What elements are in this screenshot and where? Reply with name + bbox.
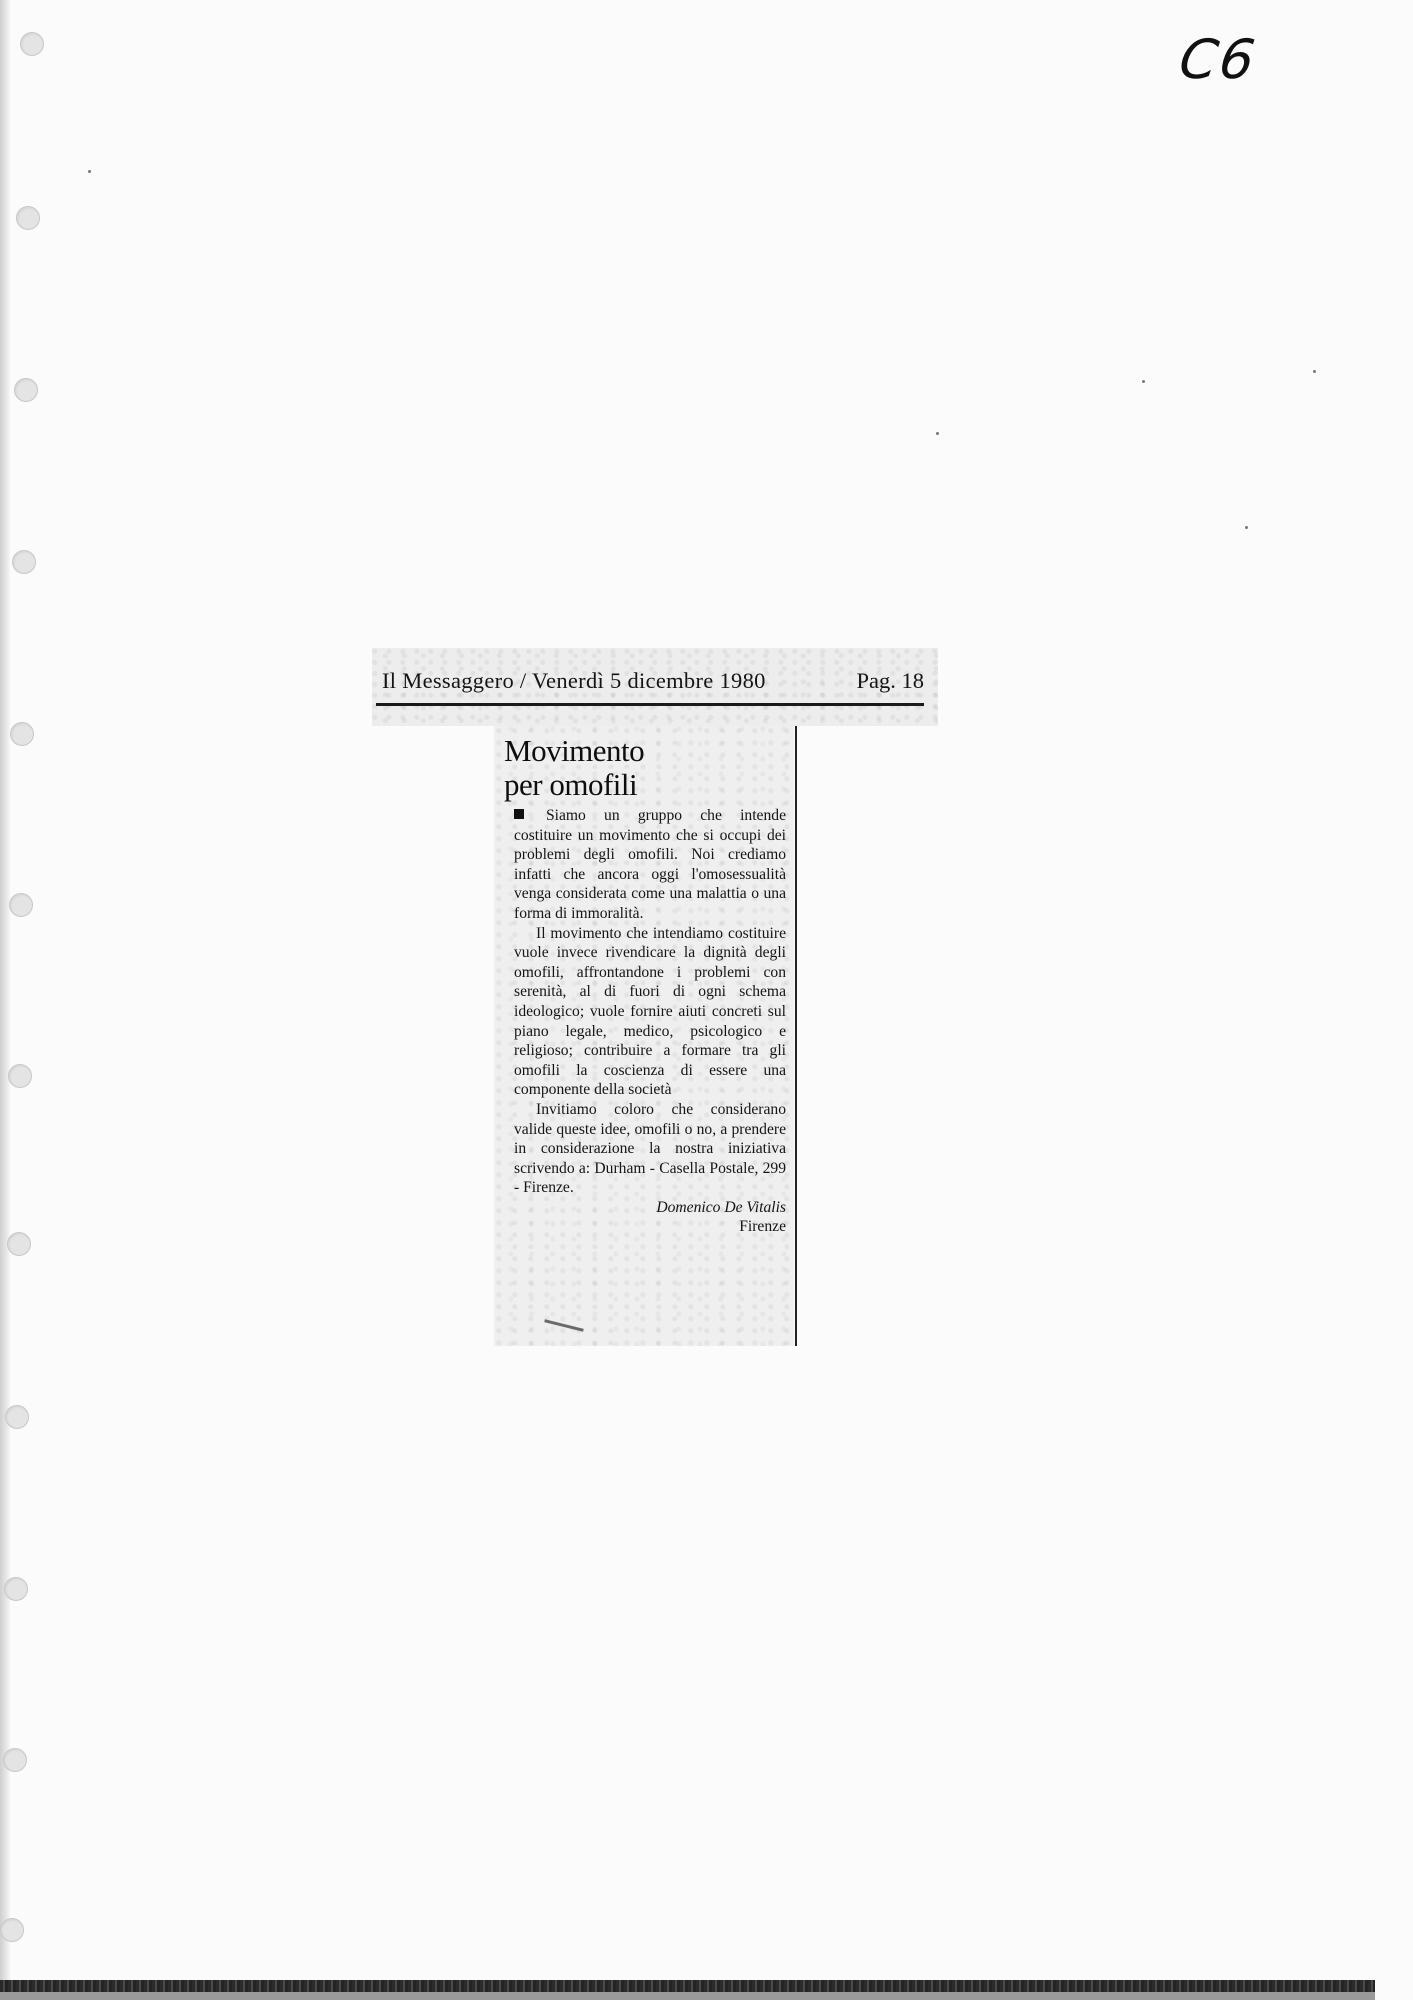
paragraph-text: Siamo un gruppo che intende costituire un movimento che si occupi dei problemi degli omofili. Noi crediamo infatti che ancora oggi l'omosessualità venga considerata come una malattia o una forma di immoralità. [514,807,786,922]
punch-hole [9,893,33,917]
article-signature: Domenico De Vitalis [656,1198,786,1216]
page-edge-shadow [0,0,10,2000]
scan-speck [1142,380,1145,383]
punch-hole [8,1064,32,1088]
punch-hole [10,722,34,746]
article-paragraph: Invitiamo coloro che considerano valide queste idee, omofili o no, a prendere in considerazione la nostra iniziativa scrivendo a: Durham - Casella Postale, 299 - Firenze. [514,1100,786,1197]
publication-date: Il Messaggero / Venerdì 5 dicembre 1980 [382,668,766,693]
punch-hole [3,1748,27,1772]
article-headline [504,734,784,802]
bullet-square-icon [514,809,524,819]
headline-line-2: per omofili [504,767,638,802]
punch-hole [20,32,44,56]
punch-hole [14,378,38,402]
article-body [514,806,786,1237]
punch-hole [7,1232,31,1256]
scan-scratch [544,1319,584,1332]
punch-hole [16,206,40,230]
scan-speck [1245,526,1248,529]
masthead-rule [376,703,924,706]
signature-place: Firenze [739,1218,786,1236]
scan-speck [88,170,91,173]
clipping-masthead [372,648,938,726]
scan-speck [1313,370,1316,373]
headline-line-1: Movimento [504,733,645,768]
punch-hole [5,1405,29,1429]
page-number: Pag. 18 [856,668,924,693]
article-clipping [494,726,794,1346]
article-paragraph [514,806,786,924]
punch-hole [12,550,36,574]
handwritten-page-label: C6 [1175,28,1261,91]
punch-hole [0,1918,24,1942]
article-paragraph: Il movimento che intendiamo costituire vuole invece rivendicare la dignità degli omofili, affrontandone i problemi con serenità, al di fuori di ogni schema ideologico; vuole fornire aiuti concreti sul piano legale, medico, psicologico e religioso; contribuire a formare tra gli omofili la coscienza di essere una componente della società [514,924,786,1099]
punch-hole [4,1577,28,1601]
scan-speck [936,432,939,435]
scan-bottom-shadow [0,1992,1375,2000]
column-rule [795,726,797,1346]
